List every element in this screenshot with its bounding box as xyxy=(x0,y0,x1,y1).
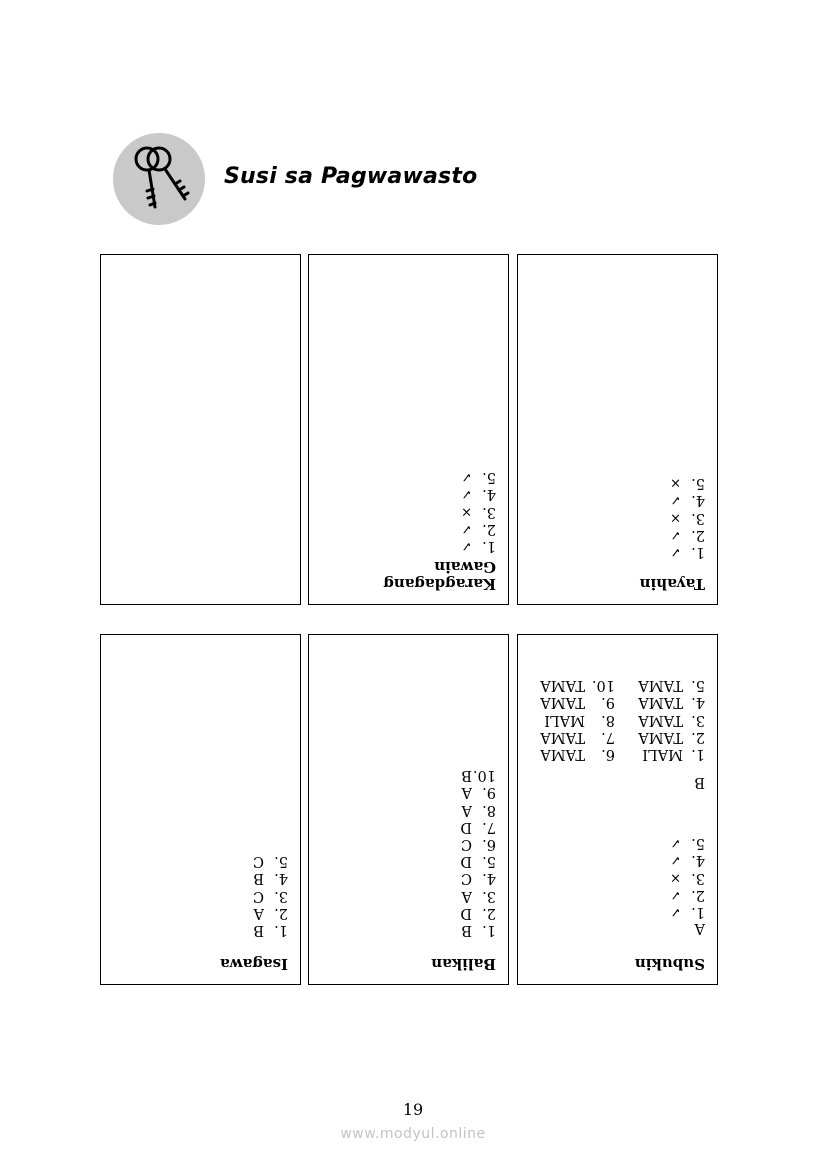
answer-list xyxy=(670,474,705,560)
list-item: 8.A xyxy=(461,801,496,818)
answer-list xyxy=(253,852,288,938)
list-item: 5.✓ xyxy=(461,469,496,486)
subukin-box xyxy=(517,634,718,985)
list-item: 3.A xyxy=(461,887,496,904)
list-item: 2.✓ xyxy=(670,526,705,543)
list-item: 10.TAMA xyxy=(540,677,615,694)
list-item: 10.B xyxy=(461,767,496,784)
list-item: 4.✓ xyxy=(670,492,705,509)
list-item: 4.TAMA xyxy=(638,694,705,711)
blank-box xyxy=(100,254,301,605)
list-item: 9.A xyxy=(461,784,496,801)
list-item: 2.TAMA xyxy=(638,728,705,745)
list-item: 3.× xyxy=(670,869,705,886)
isagawa-box xyxy=(100,634,301,985)
list-item: 6.TAMA xyxy=(540,746,615,762)
box-title: Balikan xyxy=(431,955,496,973)
list-item: 1.MALI xyxy=(642,746,705,762)
footer-watermark: www.modyul.online xyxy=(340,1126,486,1142)
list-item: 5.C xyxy=(252,853,288,870)
list-item: 3.TAMA xyxy=(638,711,705,728)
page-number: 19 xyxy=(402,1100,424,1119)
list-item: 2.A xyxy=(253,904,288,921)
box-title: Subukin xyxy=(634,955,705,973)
list-item: 1.✓ xyxy=(461,538,496,554)
list-item: 8.MALI xyxy=(544,711,615,728)
list-item: 2.✓ xyxy=(670,886,705,903)
tayahin-box xyxy=(517,254,718,605)
part-a-label: A xyxy=(694,920,705,936)
list-item: 1.B xyxy=(461,922,496,938)
list-item: 5.× xyxy=(670,475,705,492)
list-item: 1.✓ xyxy=(670,904,705,920)
balikan-box xyxy=(308,634,509,985)
list-item: 1.✓ xyxy=(670,544,705,560)
list-item: 2.✓ xyxy=(461,520,496,537)
answer-list xyxy=(460,766,496,938)
list-item: 2.D xyxy=(460,904,496,921)
list-item: 4.✓ xyxy=(670,852,705,869)
karagdagang-gawain-box xyxy=(308,254,509,605)
list-item: 3.C xyxy=(252,887,288,904)
list-item: 3.× xyxy=(670,509,705,526)
box-title: Karagdagang Gawain xyxy=(383,558,496,593)
list-item: 6.C xyxy=(460,835,496,852)
keys-icon-badge xyxy=(113,133,205,225)
list-item: 9.TAMA xyxy=(540,694,615,711)
box-title: Tayahin xyxy=(639,575,705,593)
list-item: 4.✓ xyxy=(461,486,496,503)
list-item: 4.C xyxy=(460,870,496,887)
page-title: Susi sa Pagwawasto xyxy=(224,164,478,189)
list-item: 3.× xyxy=(461,503,496,520)
answer-list xyxy=(461,468,496,554)
part-b-label: B xyxy=(694,774,705,790)
box-title: Isagawa xyxy=(219,955,288,973)
list-item: 5.TAMA xyxy=(638,677,705,694)
list-item: 1.B xyxy=(253,922,288,938)
part-b-list xyxy=(525,676,705,762)
list-item: 7.D xyxy=(460,818,496,835)
list-item: 7.TAMA xyxy=(540,728,615,745)
list-item: 4.B xyxy=(253,870,288,887)
keys-icon xyxy=(113,133,205,225)
list-item: 5.✓ xyxy=(670,835,705,852)
list-item: 5.D xyxy=(460,853,496,870)
part-a-list xyxy=(670,834,705,920)
